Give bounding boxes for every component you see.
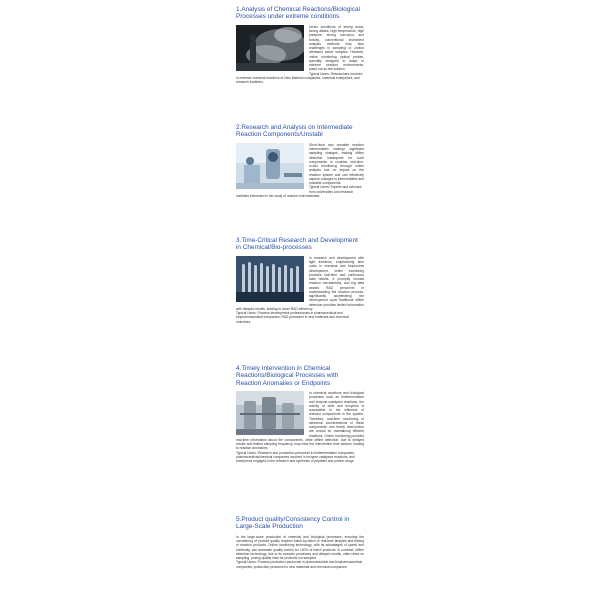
typical-users: Typical Users: Process development professionals in pharmaceutical and biopharmaceutical companies; R&D personnel in new materials and chemical industries.: [236, 311, 349, 324]
section-intermediate-components: [236, 124, 364, 237]
section-body: In research and development with tight timelines, emphasizing time costs in chemical and bioprocess development, online monitoring provides real-time and continuous data results. It promptly reveals reaction mechanisms, and big data assists R&D personnel in understanding the reaction process, significantly accelerating the development cycle.Traditional offline detection provides limited information with delayed results, leading to lower R&D efficiency.: [236, 255, 364, 311]
section-time-critical: [236, 237, 364, 365]
test-tubes-photo: [236, 256, 304, 302]
typical-users: Typical Users: Experts and scholars from universities and research institutes interested in the study of reaction intermediates.: [236, 185, 362, 198]
section-body: In the large-scale production of chemical and biological processes, ensuring the consistency of product quality requires batch-by-batch or real-time analysis and testing of reaction products. Online monitoring technology, with its advantages of speed and continuity, can automate quality control for 100% of batch products. In contrast, offline detection technology, due to its complex processes and delayed results, often relies on sampling, posing quality risks for products not sampled.: [236, 534, 364, 561]
lab-microscope-photo: [236, 143, 304, 189]
section-title: 1.Analysis of Chemical Reactions/Biological Processes under extreme conditions: [236, 6, 360, 21]
section-body: Under conditions of strong acids, strong alkalis, high temperature, high pressure, strong corrosion, and toxicity, conventional instrument analysis methods may face challenges in sampling or control withstand active samples. However, online monitoring optical probes, specially designed to adapt to extreme reaction environments, stand out as the solution.: [309, 24, 364, 72]
section-quality-control: [236, 516, 364, 600]
section-title: 4.Timely Intervention in Chemical Reactions/Biological Processes with Reaction Anomalies or Endpoints: [236, 365, 339, 387]
bioreactor-photo: [236, 391, 304, 435]
section-timely-intervention: [236, 365, 364, 516]
section-extreme-conditions: [236, 6, 364, 124]
typical-users: Typical Users: Process production personnel in pharmaceutical and biopharmaceutical companies; production personnel in new materials and chemical companies.: [236, 560, 363, 569]
section-body: In chemical reactions and biological processes such as biofermentation and enzyme-catalyzed reactions, the activity of cells and enzymes is susceptible to the influence of relevant components in the system. Therefore, real-time monitoring of abnormal concentrations of these components and timely intervention are crucial for maintaining efficient reactions. Online monitoring provides real-time information about the components, while offline detection, due to delayed results and limited sampling frequency, may miss the intervention time window, leading to reaction anomalies.: [236, 391, 364, 451]
section-body: Short-lived and unstable reaction intermediates undergo significant sampling changes, making offline detection inadequate for such components. In contrast, real-time, in-situ monitoring through online analysis has no impact on the reaction system and can effectively capture changes in intermediates and unstable components.: [309, 142, 364, 186]
section-title: 2.Research and Analysis on Intermediate Reaction Components/Unstabl: [236, 124, 353, 139]
section-title: 5.Product quality/Consistency Control in Large-Scale Production: [236, 516, 350, 531]
article: [236, 6, 364, 600]
section-title: 3.Time-Critical Research and Development in Chemical/Bio-processes: [236, 237, 358, 252]
typical-users: Typical Users: Researchers involved in extreme chemical reactions at New Material companies, chemical enterprises, and research institutes.: [236, 71, 363, 85]
typical-users: Typical Users: Research and production personnel in biofermentation companies, pharmaceutical/chemical companies involved in enzyme-catalyzed reactions, and enterprises engaged in the research and synthesis of peptides and protein drugs.: [236, 450, 355, 464]
lab-smoke-photo: [236, 25, 304, 71]
